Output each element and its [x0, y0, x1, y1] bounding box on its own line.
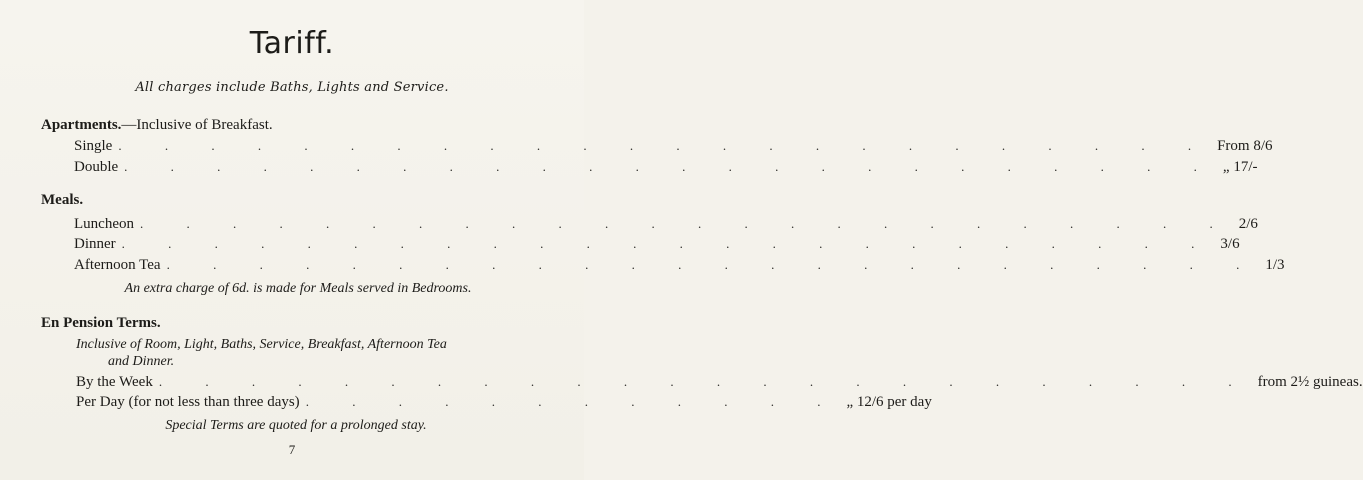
dot-leader: . . . . . . . . . . . . . . . . . . . . . . . .: [124, 159, 1217, 174]
tariff-row-single: [74, 138, 1273, 158]
row-label: Per Day (for not less than three days): [76, 394, 300, 410]
charges-note: All charges include Baths, Lights and Service.: [135, 80, 449, 95]
row-label: Single: [74, 138, 113, 154]
row-price: From 8/6: [1217, 138, 1273, 154]
row-label: Afternoon Tea: [74, 257, 161, 273]
meals-heading: [41, 192, 83, 209]
tariff-row-double: [74, 159, 1258, 179]
pension-heading: [41, 315, 161, 332]
meals-heading-title: Meals.: [41, 192, 84, 208]
prolonged-stay-note: Special Terms are quoted for a prolonged stay.: [165, 418, 427, 433]
tariff-row-dinner: [74, 236, 1240, 256]
dot-leader: . . . . . . . . . . . . . . . . . . . . . . . .: [158, 374, 1252, 389]
dot-leader: . . . . . . . . . . . .: [305, 394, 841, 409]
dot-leader: . . . . . . . . . . . . . . . . . . . . . . . .: [118, 138, 1212, 153]
dot-leader: . . . . . . . . . . . . . . . . . . . . . . . .: [139, 216, 1233, 231]
apartments-heading-title: Apartments.: [41, 117, 122, 133]
tariff-row-luncheon: [74, 216, 1258, 236]
dot-leader: . . . . . . . . . . . . . . . . . . . . . . . .: [166, 257, 1260, 272]
tariff-row-by-week: [76, 374, 1363, 394]
pension-heading-title: En Pension Terms.: [41, 315, 161, 331]
row-price: 1/3: [1265, 257, 1285, 273]
tariff-row-per-day: [76, 394, 932, 414]
row-label: Dinner: [74, 236, 116, 252]
row-price: „ 17/-: [1222, 159, 1258, 175]
bedroom-meals-note: An extra charge of 6d. is made for Meals served in Bedrooms.: [124, 281, 472, 296]
apartments-heading: [41, 117, 273, 134]
dot-leader: . . . . . . . . . . . . . . . . . . . . . . . .: [121, 236, 1215, 251]
row-label: Double: [74, 159, 119, 175]
page-title: Tariff.: [249, 26, 335, 61]
apartments-heading-suffix: —Inclusive of Breakfast.: [121, 117, 273, 133]
pension-inclusive-note: [76, 336, 556, 370]
row-price: „ 12/6 per day: [846, 394, 932, 410]
row-label: Luncheon: [74, 216, 134, 232]
tariff-row-afternoon-tea: [74, 257, 1285, 277]
page-number: 7: [288, 442, 296, 457]
inclusive-line-1: Inclusive of Room, Light, Baths, Service, Breakfast, Afternoon Tea: [76, 337, 447, 352]
row-price: from 2½ guineas.: [1257, 374, 1363, 390]
row-price: 2/6: [1238, 216, 1258, 232]
row-label: By the Week: [76, 374, 153, 390]
inclusive-line-2: and Dinner.: [108, 354, 175, 369]
row-price: 3/6: [1220, 236, 1240, 252]
